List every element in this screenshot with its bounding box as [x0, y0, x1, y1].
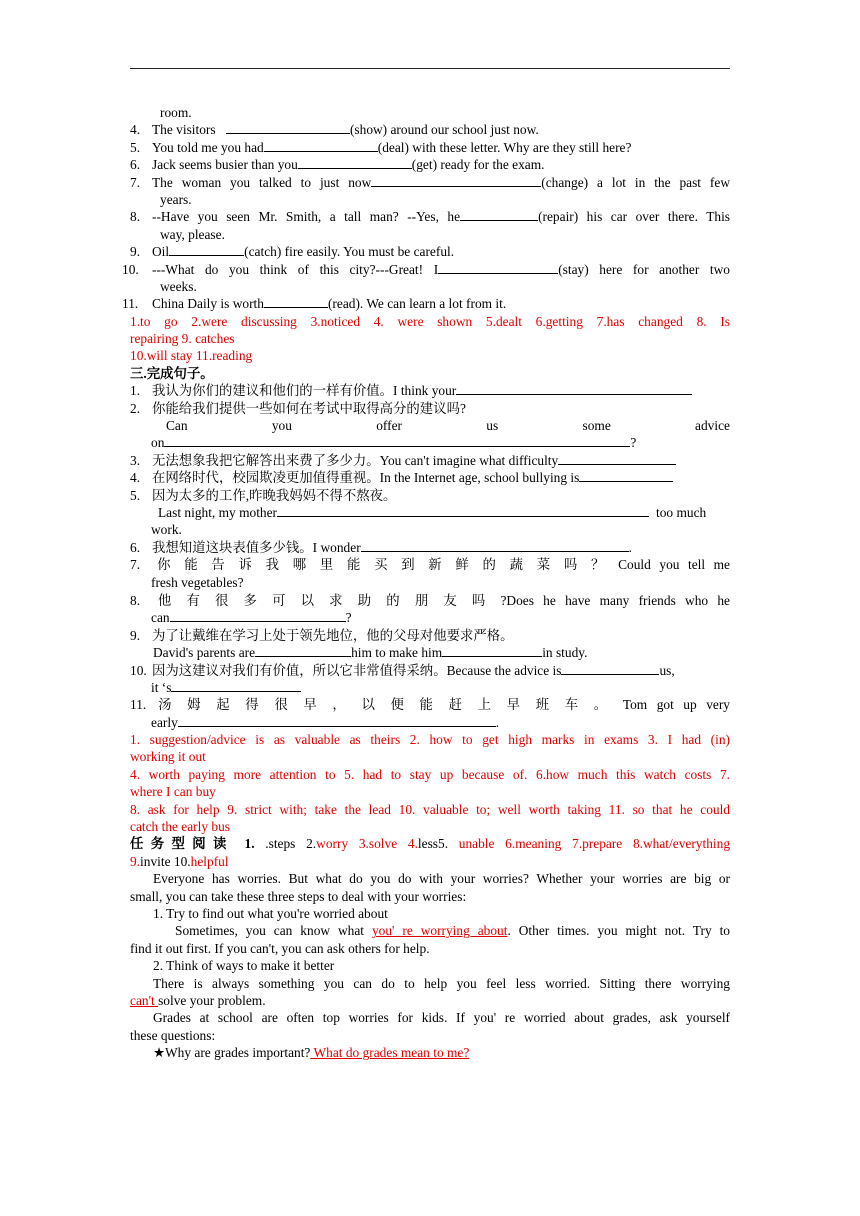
s3-item-10-continuation: it ‘s [130, 679, 730, 696]
s3-item-8-continuation: can ? [151, 610, 352, 626]
item-9: 9. Oil (catch) fire easily. You must be careful. [130, 244, 455, 260]
s3-answer-line-1: 1. suggestion/advice is as valuable as theirs 2. how to get high marks in exams 3. I had (in) [130, 732, 730, 748]
s3-answer-line-5: 8. ask for help 9. strict with; take the lead 10. valuable to; well worth taking 11. so that he could [130, 801, 730, 817]
answer-blank[interactable] [361, 539, 629, 552]
answer-blank[interactable] [169, 243, 244, 256]
s3-item-7: 7. 你 能 告 诉 我 哪 里 能 买 到 新 鲜 的 蔬 菜 吗 ？ Could you tell me [130, 557, 730, 573]
passage-para-1-line-1: Everyone has worries. But what do you do with your worries? Whether your worries are big or [153, 871, 730, 887]
s3-item-1: 1. 我认为你们的建议和他们的一样有价值。I think your [130, 382, 730, 399]
answer-blank[interactable] [170, 609, 346, 622]
answer-blank[interactable] [178, 714, 496, 727]
answer-blank[interactable] [371, 174, 541, 187]
item-5: 5. You told me you had (deal) with these letter. Why are they still here? [130, 139, 632, 155]
answer-blank[interactable] [558, 452, 676, 465]
s3-item-7-continuation: fresh vegetables? [151, 574, 244, 590]
passage-para-4-line-1: Grades at school are often top worries for kids. If you' re worried about grades, ask yourself [153, 1010, 730, 1026]
item-8: 8. --Have you seen Mr. Smith, a tall man? --Yes, he (repair) his car over there. This [130, 209, 730, 225]
answer-blank[interactable] [164, 434, 630, 447]
s3-item-4: 4. 在网络时代，校园欺凌更加值得重视。In the Internet age, school bullying is [130, 469, 730, 486]
section-3-title: 三.完成句子。 [130, 365, 214, 381]
passage-step-2: 2. Think of ways to make it better [153, 958, 335, 974]
answer-blank[interactable] [298, 156, 412, 169]
answer-blank[interactable] [264, 139, 378, 152]
s3-item-5-continuation: work. [151, 522, 182, 538]
item-7: 7. The woman you talked to just now (change) a lot in the past few [130, 174, 730, 190]
answer-blank[interactable] [226, 121, 350, 134]
s3-answer-line-6: catch the early bus [130, 819, 231, 835]
answer-blank[interactable] [255, 644, 351, 657]
passage-para-3-line-2: can't solve your problem. [130, 992, 266, 1008]
item-6: 6. Jack seems busier than you (get) ready for the exam. [130, 157, 545, 173]
answer-key-line-1: 1.to go 2.were discussing 3.noticed 4. were shown 5.dealt 6.getting 7.has changed 8. Is [130, 313, 730, 329]
answer-blank[interactable] [264, 295, 328, 308]
header-rule [130, 68, 730, 69]
s3-item-8: 8. 他 有 很 多 可 以 求 助 的 朋 友 吗 ?Does he have many friends who he [130, 592, 730, 608]
answer-blank[interactable] [438, 261, 558, 274]
s3-item-2: 2. 你能给我们提供一些如何在考试中取得高分的建议吗? [130, 400, 466, 416]
answer-blank[interactable] [579, 469, 673, 482]
s3-item-10: 10. 因为这建议对我们有价值，所以它非常值得采纳。Because the advice is us, [130, 662, 675, 678]
item-11: 11. China Daily is worth (read). We can learn a lot from it. [122, 296, 507, 312]
document-body [122, 104, 731, 1061]
s3-item-5-english: Last night, my mother too much [158, 504, 707, 520]
s3-item-2-english: Can you offer us some advice [166, 418, 730, 434]
answer-key-line-3: 10.will stay 11.reading [130, 348, 253, 364]
s3-answer-line-3: 4. worth paying more attention to 5. had to stay up because of. 6.how much this watch costs 7. [130, 766, 730, 782]
s3-item-3: 3. 无法想象我把它解答出来费了多少力。You can't imagine what difficulty [130, 452, 730, 469]
s3-item-11: 11. 汤 姆 起 得 很 早 ， 以 便 能 赶 上 早 班 车 。 Tom got up very [130, 697, 730, 713]
item-8-continuation: way, please. [160, 226, 225, 242]
passage-para-1-line-2: small, you can take these three steps to deal with your worries: [130, 888, 467, 904]
item-10-continuation: weeks. [160, 278, 197, 294]
s3-answer-line-2: working it out [130, 749, 206, 765]
passage-para-2-line-2: find it out first. If you can't, you can ask others for help. [130, 940, 430, 956]
passage-star-question: ★Why are grades important? What do grades mean to me? [153, 1045, 470, 1061]
passage-para-3-line-1: There is always something you can do to help you feel less worried. Sitting there worrying [153, 975, 730, 991]
s3-item-9-english: David's parents are him to make him in study. [153, 645, 588, 661]
s3-item-11-continuation: early . [151, 714, 500, 730]
item-7-continuation: years. [160, 191, 192, 207]
answer-key-line-2: repairing 9. catches [130, 331, 235, 347]
answer-blank[interactable] [561, 662, 659, 675]
answer-blank[interactable] [171, 679, 301, 692]
passage-para-2-line-1: Sometimes, you can know what you' re worrying about. Other times. you might not. Try to [175, 923, 730, 939]
s3-item-9: 9. 为了让戴维在学习上处于领先地位，他的父母对他要求严格。 [130, 627, 514, 643]
s3-item-2-continuation: on ? [151, 435, 637, 451]
answer-blank[interactable] [442, 644, 542, 657]
answer-blank[interactable] [460, 208, 538, 221]
item-4: 4. The visitors (show) around our school just now. [130, 122, 539, 138]
s3-item-5: 5. 因为太多的工作,昨晚我妈妈不得不熬夜。 [130, 487, 397, 503]
answer-blank[interactable] [456, 382, 692, 395]
item-3-continuation: room. [160, 105, 192, 120]
section-4-title: 任务型阅读 1. [130, 836, 255, 852]
section-4-answers-line-2: 9.invite 10.helpful [130, 853, 229, 869]
passage-para-4-line-2: these questions: [130, 1027, 216, 1043]
passage-step-1: 1. Try to find out what you're worried about [153, 905, 388, 921]
item-10: 10. ---What do you think of this city?---Great! I (stay) here for another two [122, 261, 730, 277]
s3-item-6: 6. 我想知道这块表值多少钱。I wonder . [130, 539, 633, 555]
section-4-answers-line-1: 任务型阅读 1. .steps 2.worry 3.solve 4.less5. unable 6.meaning 7.prepare 8.what/everything [130, 836, 731, 852]
answer-blank[interactable] [277, 504, 649, 517]
s3-answer-line-4: where I can buy [130, 784, 216, 800]
